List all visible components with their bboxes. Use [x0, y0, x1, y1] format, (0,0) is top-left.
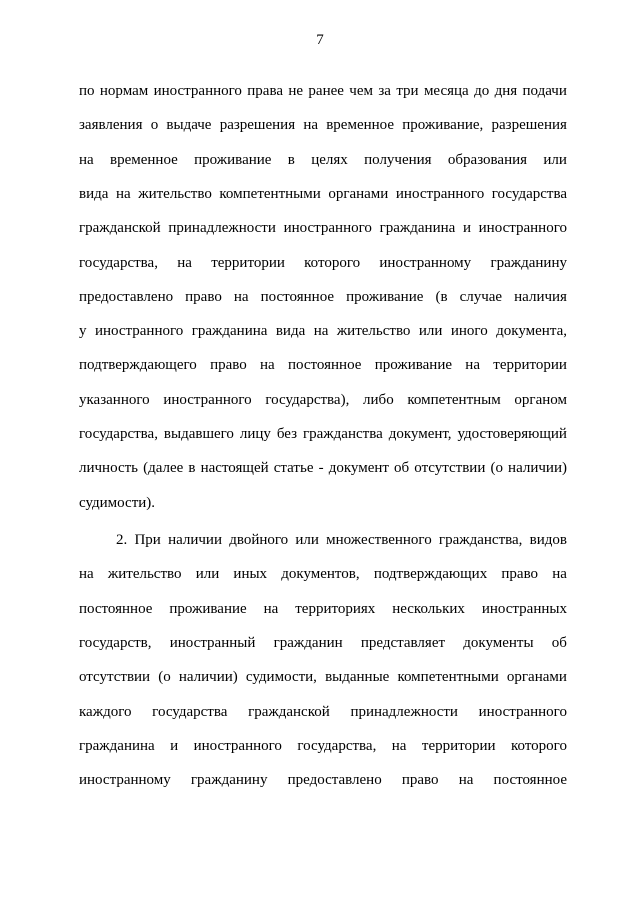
- text-line: иностранному гражданину предоставлено право на постоянное: [79, 772, 567, 788]
- text-line: 2. При наличии двойного или множественного гражданства, видов: [116, 532, 567, 548]
- text-line: подтверждающего право на постоянное проживание на территории: [79, 357, 567, 373]
- text-line: личность (далее в настоящей статье - документ об отсутствии (о наличии): [79, 460, 567, 476]
- text-line: предоставлено право на постоянное проживание (в случае наличия: [79, 289, 567, 305]
- text-line: указанного иностранного государства), либо компетентным органом: [79, 392, 567, 408]
- text-line: по нормам иностранного права не ранее чем за три месяца до дня подачи: [79, 83, 567, 99]
- text-line: гражданина и иностранного государства, на территории которого: [79, 738, 567, 754]
- text-line: вида на жительство компетентными органами иностранного государства: [79, 186, 567, 202]
- text-line: отсутствии (о наличии) судимости, выданные компетентными органами: [79, 669, 567, 685]
- text-line: на жительство или иных документов, подтверждающих право на: [79, 566, 567, 582]
- text-line: государства, на территории которого иностранному гражданину: [79, 255, 567, 271]
- text-line: государств, иностранный гражданин представляет документы об: [79, 635, 567, 651]
- text-line: заявления о выдаче разрешения на временное проживание, разрешения: [79, 117, 567, 133]
- text-line: каждого государства гражданской принадлежности иностранного: [79, 704, 567, 720]
- page-number: 7: [316, 32, 324, 48]
- text-line: постоянное проживание на территориях нескольких иностранных: [79, 601, 567, 617]
- text-line: судимости).: [79, 495, 156, 511]
- text-line: у иностранного гражданина вида на жительство или иного документа,: [79, 323, 567, 339]
- text-line: государства, выдавшего лицу без гражданства документ, удостоверяющий: [79, 426, 567, 442]
- text-line: на временное проживание в целях получения образования или: [79, 152, 567, 168]
- text-line: гражданской принадлежности иностранного гражданина и иностранного: [79, 220, 567, 236]
